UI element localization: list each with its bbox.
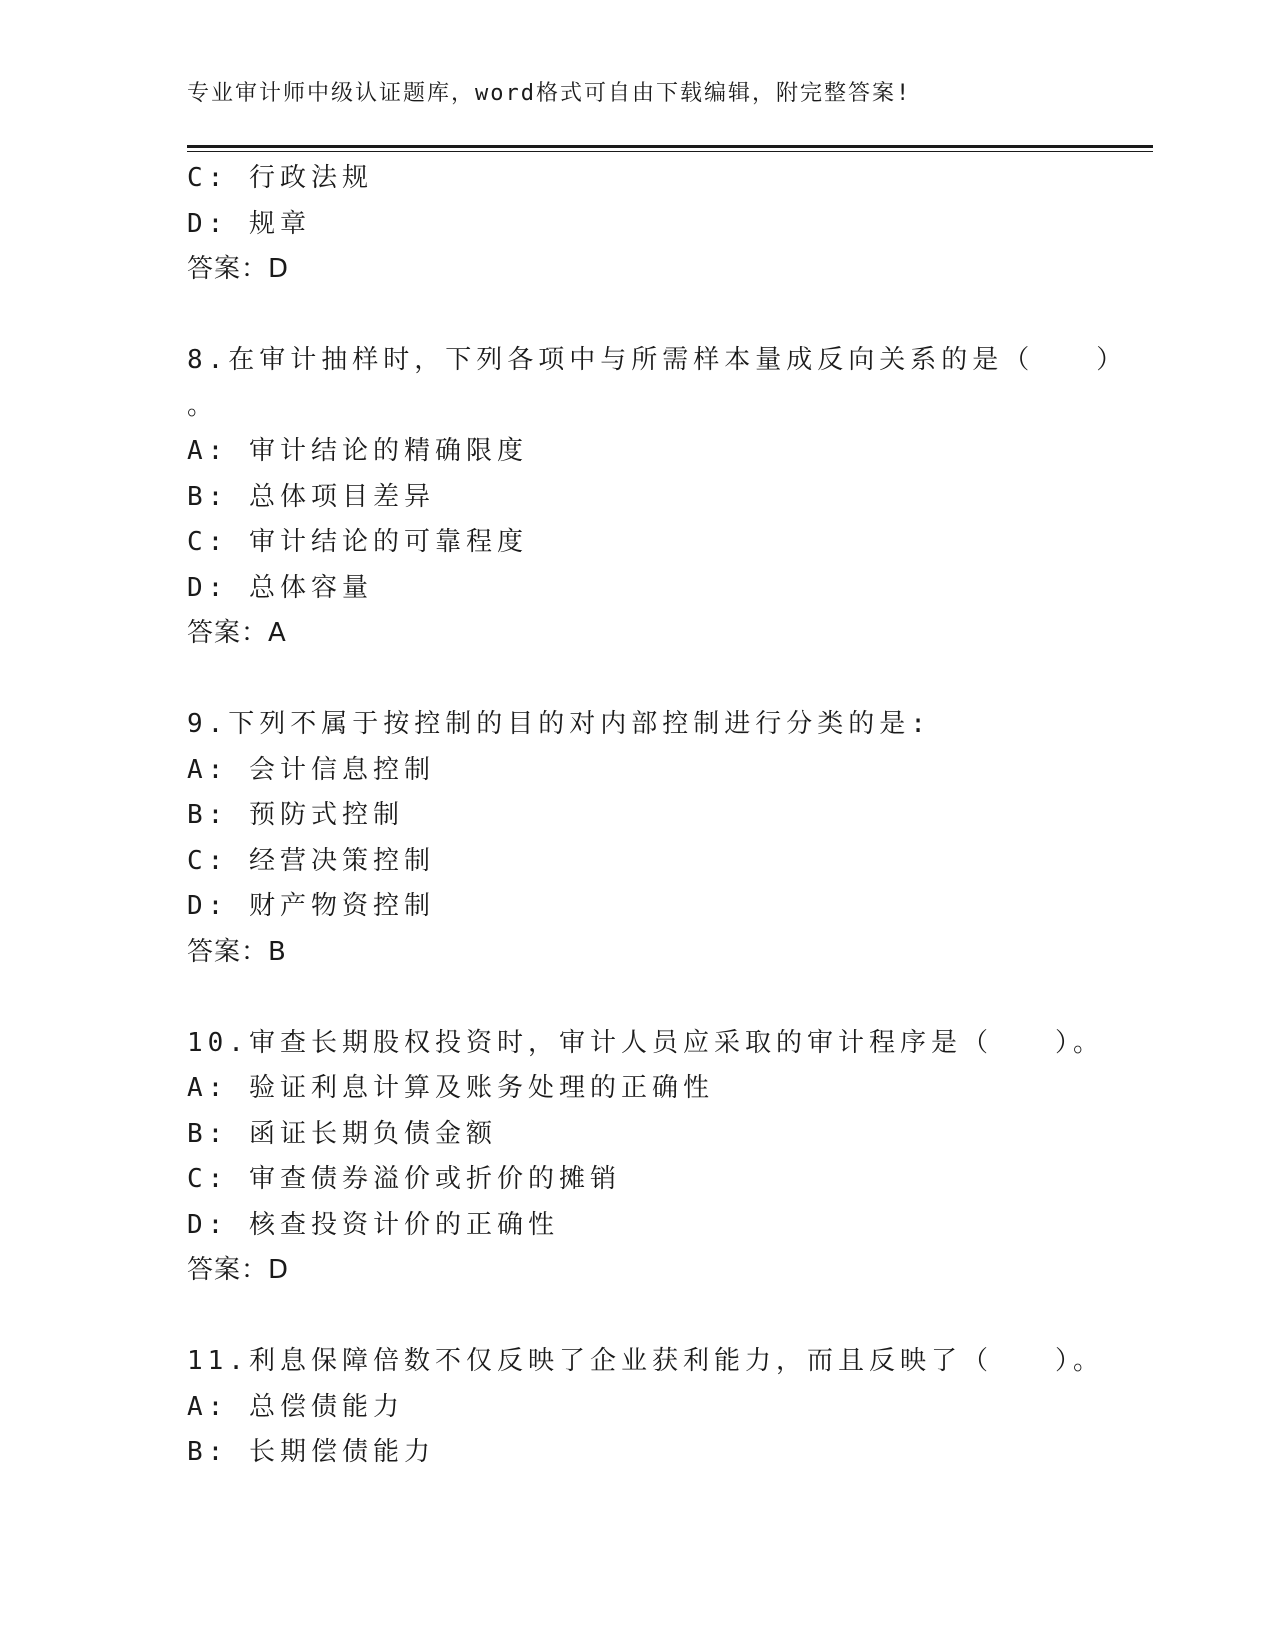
answer: 答案：A [187,618,287,648]
question-text: 10.审查长期股权投资时，审计人员应采取的审计程序是（ ）。 [187,1027,1104,1058]
option-a: A: 验证利息计算及账务处理的正确性 [187,1073,714,1103]
answer: 答案：B [187,936,287,967]
answer: 答案：D [187,1255,290,1285]
question-8 [187,338,1153,657]
option-c: C: 经营决策控制 [187,845,435,876]
option-b: B: 函证长期负债金额 [187,1118,497,1149]
option-c: C: 审计结论的可靠程度 [187,527,528,557]
option-b: B: 总体项目差异 [187,481,435,512]
answer: 答案：D [187,254,290,284]
option-b: B: 长期偿债能力 [187,1437,435,1467]
option-d: D: 核查投资计价的正确性 [187,1209,559,1240]
option-c: C: 审查债券溢价或折价的摊销 [187,1164,621,1194]
question-10 [187,1021,1153,1294]
page-header: 专业审计师中级认证题库，word格式可自由下载编辑，附完整答案! [187,81,912,106]
option-a: A: 审计结论的精确限度 [187,436,528,466]
option-a: A: 会计信息控制 [187,754,435,785]
question-text: 9.下列不属于按控制的目的对内部控制进行分类的是: [187,709,931,739]
header-rule-thin [187,151,1153,152]
spacer [187,1294,1153,1340]
question-list [187,156,1153,1476]
question-7-continued [187,156,1153,293]
spacer [187,657,1153,703]
option-c: C: 行政法规 [187,163,373,193]
option-d: D: 规章 [187,208,311,239]
header-rule-thick [187,145,1153,148]
spacer [187,975,1153,1021]
question-9 [187,702,1153,975]
spacer [187,293,1153,339]
question-text: 11.利息保障倍数不仅反映了企业获利能力，而且反映了（ ）。 [187,1346,1104,1376]
option-d: D: 财产物资控制 [187,891,435,921]
question-text-continued: 。 [187,390,219,421]
question-11 [187,1339,1153,1476]
option-b: B: 预防式控制 [187,800,404,830]
option-d: D: 总体容量 [187,572,373,603]
question-text: 8.在审计抽样时，下列各项中与所需样本量成反向关系的是（ ） [187,345,1128,375]
option-a: A: 总偿债能力 [187,1391,404,1422]
